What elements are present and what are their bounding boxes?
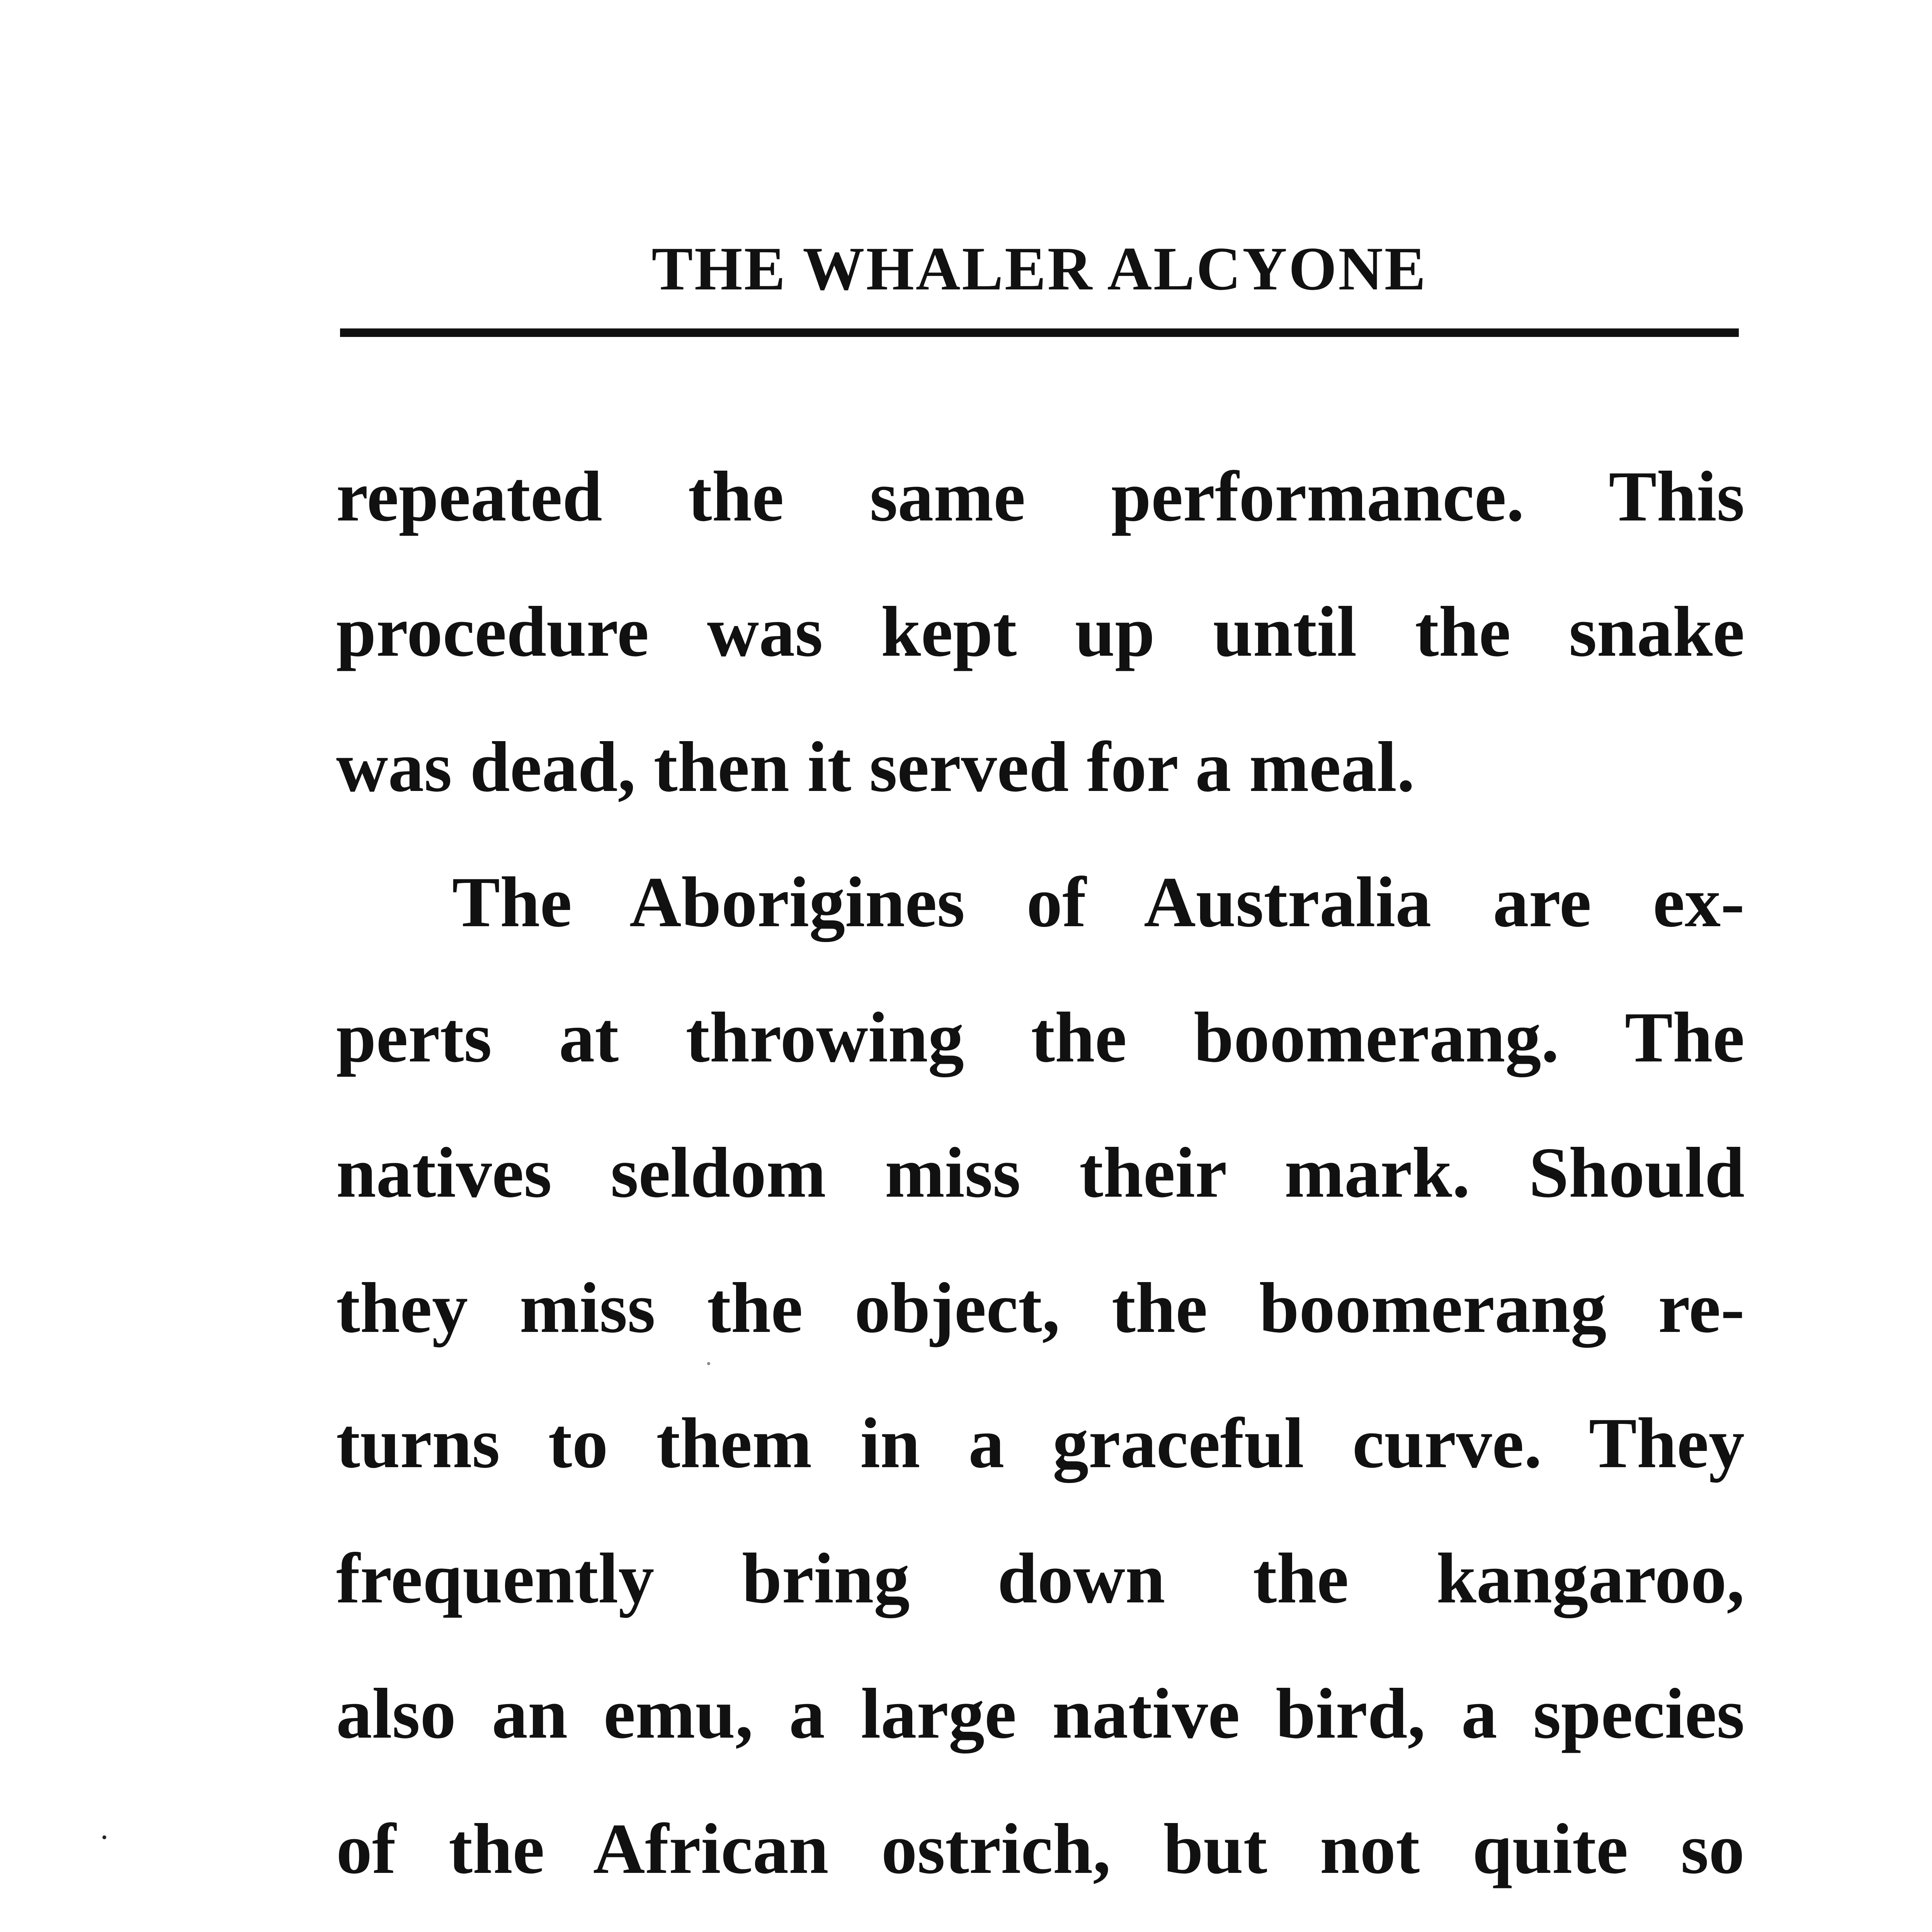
text-line: of the African ostrich, but not quite so [336,1809,1745,1889]
ink-speck [102,1835,106,1839]
text-line: frequently bring down the kangaroo, [336,1539,1745,1618]
text-line: repeated the same performance. This [336,457,1745,536]
text-line: The Aborigines of Australia are ex- [452,862,1745,942]
running-head: THE WHALER ALCYONE [651,234,1427,303]
text-line: also an emu, a large native bird, a species [336,1674,1745,1753]
body-text [336,429,1745,1932]
text-line: was dead, then it served for a meal. [336,727,1415,807]
header-rule [340,328,1739,337]
text-line: they miss the object, the boomerang re- [336,1268,1745,1348]
text-line: procedure was kept up until the snake [336,592,1745,672]
text-line: perts at throwing the boomerang. The [336,998,1745,1077]
ink-speck [707,1362,710,1365]
text-line [336,1917,1745,1932]
text-line: turns to them in a graceful curve. They [336,1403,1745,1483]
text-line: natives seldom miss their mark. Should [336,1133,1745,1213]
